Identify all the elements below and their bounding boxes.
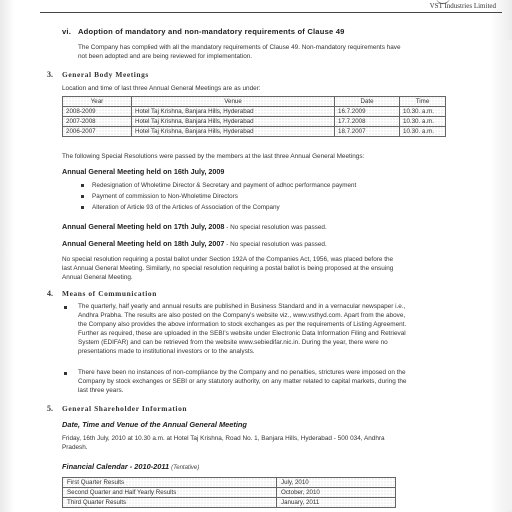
bullet-marker bbox=[64, 372, 67, 375]
agm-2008-title: Annual General Meeting held on 17th July, 2008 bbox=[62, 222, 225, 231]
agm-2007-title: Annual General Meeting held on 18th July, 2007 bbox=[62, 239, 225, 248]
communication-para-1-line-5: System (EDIFAR) and can be retrieved from the website www.sebiedifar.nic.in. During the year, there were no bbox=[78, 339, 388, 346]
financial-calendar-table bbox=[62, 477, 396, 508]
agm-details-line-1: Friday, 16th July, 2010 at 10.30 a.m. at Hotel Taj Krishna, Road No. 1, Banjara Hills, Hyderabad - 500 034, Andhra bbox=[62, 435, 385, 442]
section-5-number: 5. bbox=[47, 404, 53, 413]
list-item: Alteration of Article 93 of the Articles of Association of the Company bbox=[92, 202, 356, 213]
communication-para-2-line-1: There have been no instances of non-compliance by the Company and no penalties, strictures were imposed on the bbox=[78, 369, 406, 376]
calendar-event: Third Quarter Results bbox=[63, 498, 277, 508]
cell-time: 10.30. a.m. bbox=[400, 107, 446, 117]
section-4-title: Means of Communication bbox=[62, 289, 157, 298]
section-vi-number: vi. bbox=[62, 27, 72, 36]
calendar-date: July, 2010 bbox=[277, 478, 396, 488]
financial-calendar-heading bbox=[62, 462, 199, 471]
postal-ballot-line-3: Annual General Meeting. bbox=[62, 274, 133, 281]
agm-2007-heading bbox=[62, 239, 327, 248]
section-3-title: General Body Meetings bbox=[62, 70, 149, 79]
agm-table-header bbox=[63, 97, 446, 107]
cell-venue: Hotel Taj Krishna, Banjara Hills, Hyderabad bbox=[132, 107, 335, 117]
communication-para-1-line-6: presentations made to institutional investors or to the analysts. bbox=[78, 348, 255, 355]
financial-calendar-title: Financial Calendar - 2010-2011 bbox=[62, 462, 170, 471]
company-name-header: VST Industries Limited bbox=[429, 2, 496, 10]
agm-date-heading: Date, Time and Venue of the Annual General Meeting bbox=[62, 420, 247, 429]
communication-para-1-line-3: the Company also provides the above information to stock exchanges as per the requirements of Listing Agreement. bbox=[78, 321, 407, 328]
cell-time: 10.30. a.m. bbox=[400, 117, 446, 127]
cell-date: 18.7.2007 bbox=[335, 127, 400, 137]
col-header-venue: Venue bbox=[132, 97, 335, 107]
cell-year: 2006-2007 bbox=[63, 127, 132, 137]
scan-glare bbox=[492, 40, 512, 510]
communication-para-2-line-2: Company by stock exchanges or SEBI or any statutory authority, on any matter related to capital markets, during the bbox=[78, 378, 407, 385]
postal-ballot-line-1: No special resolution requiring a postal ballot under Section 192A of the Companies Act, 1956, was placed before the bbox=[62, 256, 394, 263]
resolutions-2009-list bbox=[92, 180, 356, 213]
col-header-date: Date bbox=[335, 97, 400, 107]
bullet-marker bbox=[64, 306, 67, 309]
agm-2008-note: - No special resolution was passed. bbox=[224, 224, 327, 231]
communication-para-2-line-3: last three years. bbox=[78, 387, 124, 394]
cell-year: 2007-2008 bbox=[63, 117, 132, 127]
agm-2008-heading bbox=[62, 222, 327, 231]
list-item: Redesignation of Wholetime Director & Secretary and payment of adhoc performance payment bbox=[92, 182, 357, 189]
table-row bbox=[63, 107, 446, 117]
calendar-event: Second Quarter and Half Yearly Results bbox=[63, 488, 277, 498]
cell-date: 17.7.2008 bbox=[335, 117, 400, 127]
communication-para-1-line-1: The quarterly, half yearly and annual results are published in Business Standard and in a vernacular newspaper i.e., bbox=[78, 303, 406, 310]
section-3-number: 3. bbox=[47, 70, 53, 79]
table-row bbox=[63, 117, 446, 127]
section-3-intro: Location and time of last three Annual General Meetings are as under: bbox=[62, 85, 261, 92]
section-vi-line-2: not been adopted and are being reviewed for implementation. bbox=[78, 53, 253, 60]
cell-year: 2008-2009 bbox=[63, 107, 132, 117]
section-vi-line-1: The Company has complied with all the mandatory requirements of Clause 49. Non-mandatory requirements have bbox=[78, 44, 401, 51]
cell-date: 16.7.2009 bbox=[335, 107, 400, 117]
list-item: Payment of commission to Non-Wholetime Directors bbox=[92, 191, 356, 202]
agm-2007-note: - No special resolution was passed. bbox=[224, 241, 327, 248]
agm-2009-title: Annual General Meeting held on 16th July, 2009 bbox=[62, 167, 225, 176]
table-row bbox=[63, 127, 446, 137]
agm-details-line-2: Pradesh. bbox=[62, 444, 88, 451]
agm-table bbox=[62, 96, 446, 137]
postal-ballot-line-2: last Annual General Meeting. Similarly, no special resolution requiring a postal ballot is being proposed at the ensuing bbox=[62, 265, 394, 272]
agm-2009-heading bbox=[62, 167, 224, 176]
table-row bbox=[63, 478, 396, 488]
col-header-time: Time bbox=[400, 97, 446, 107]
cell-venue: Hotel Taj Krishna, Banjara Hills, Hyderabad bbox=[132, 117, 335, 127]
header-rule bbox=[40, 12, 502, 13]
communication-para-1-line-4: Further as required, these are uploaded in the SEBI's website under Electronic Data Information Filing and Retrieval bbox=[78, 330, 406, 337]
table-row bbox=[63, 488, 396, 498]
cell-venue: Hotel Taj Krishna, Banjara Hills, Hyderabad bbox=[132, 127, 335, 137]
table-row bbox=[63, 498, 396, 508]
special-resolutions-intro: The following Special Resolutions were passed by the members at the last three Annual General Meetings: bbox=[62, 153, 365, 160]
calendar-date: October, 2010 bbox=[277, 488, 396, 498]
tentative-tag: (Tentative) bbox=[171, 465, 200, 471]
calendar-event: First Quarter Results bbox=[63, 478, 277, 488]
cell-time: 10.30. a.m. bbox=[400, 127, 446, 137]
calendar-date: January, 2011 bbox=[277, 498, 396, 508]
section-4-number: 4. bbox=[47, 289, 53, 298]
communication-para-1-line-2: Andhra Prabha. The results are also posted on the Company's website viz., www.vsthyd.com. Apart from the above, bbox=[78, 312, 406, 319]
section-5-title: General Shareholder Information bbox=[62, 404, 188, 413]
section-vi-title: Adoption of mandatory and non-mandatory requirements of Clause 49 bbox=[78, 27, 345, 36]
col-header-year: Year bbox=[63, 97, 132, 107]
